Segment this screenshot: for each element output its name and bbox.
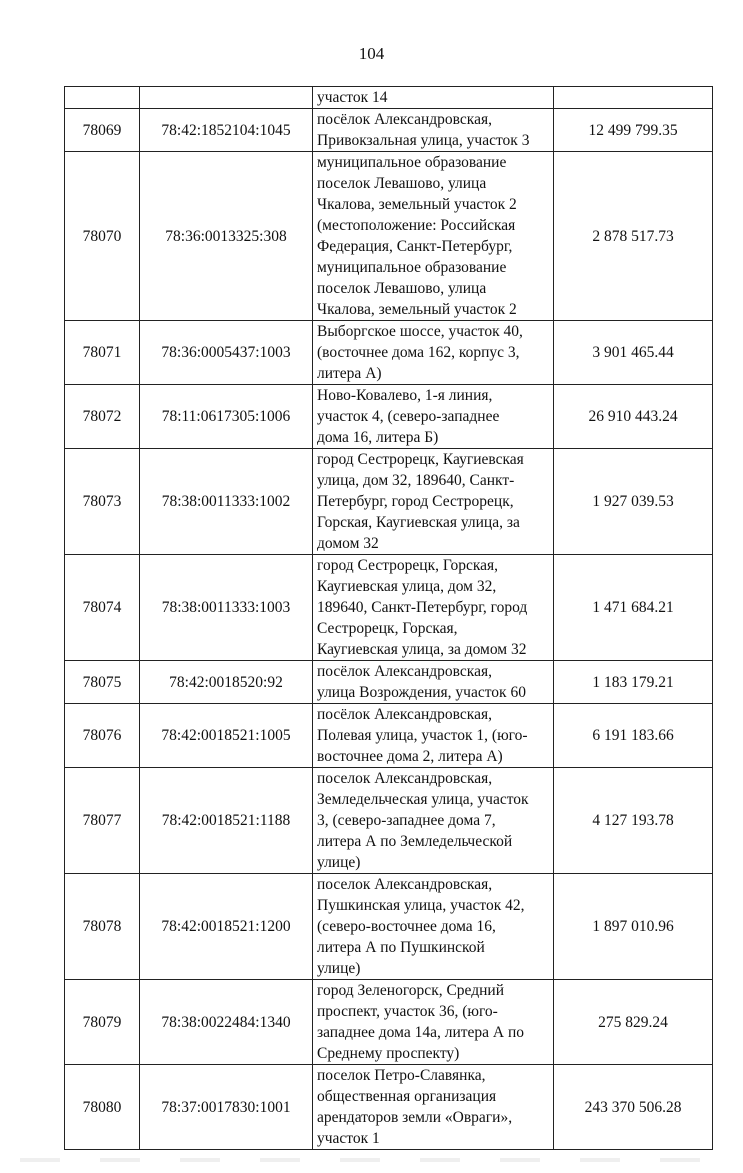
row-number-cell: 78077 (65, 768, 140, 874)
address-line: Пушкинская улица, участок 42, (317, 897, 525, 914)
address-line: улице) (317, 960, 361, 977)
address-cell (313, 109, 554, 152)
address-line: Чкалова, земельный участок 2 (317, 301, 517, 318)
cadastral-number-cell: 78:42:0018521:1188 (140, 768, 313, 874)
table-row (65, 980, 713, 1065)
address-line: участок 14 (317, 89, 388, 106)
cadastral-number-cell (140, 87, 313, 109)
address-cell (313, 449, 554, 555)
table-row (65, 321, 713, 385)
address-line: город Сестрорецк, Каугиевская (317, 451, 524, 468)
address-line: Петербург, город Сестрорецк, (317, 493, 514, 510)
address-line: Чкалова, земельный участок 2 (317, 196, 517, 213)
cadastral-number-cell: 78:11:0617305:1006 (140, 385, 313, 449)
table-row (65, 385, 713, 449)
address-line: литера А) (317, 365, 382, 382)
address-cell (313, 321, 554, 385)
address-line: Каугиевская улица, дом 32, (317, 578, 497, 595)
row-number-cell: 78072 (65, 385, 140, 449)
row-number-cell: 78074 (65, 555, 140, 661)
table-row (65, 152, 713, 321)
address-line: поселок Петро-Славянка, (317, 1067, 486, 1084)
cadastral-number-cell: 78:36:0005437:1003 (140, 321, 313, 385)
cadastral-value-cell (554, 87, 713, 109)
address-line: западнее дома 14а, литера А по (317, 1024, 525, 1041)
address-line: участок 4, (северо-западнее (317, 408, 500, 425)
address-line: восточнее дома 2, литера А) (317, 748, 503, 765)
row-number-cell: 78073 (65, 449, 140, 555)
address-line: улица Возрождения, участок 60 (317, 684, 526, 701)
table-row (65, 555, 713, 661)
address-line: поселок Александровская, (317, 770, 493, 787)
address-line: Земледельческая улица, участок (317, 791, 529, 808)
address-line: проспект, участок 36, (юго- (317, 1003, 498, 1020)
address-line: город Зеленогорск, Средний (317, 982, 505, 999)
cadastral-number-cell: 78:42:0018521:1005 (140, 704, 313, 768)
cadastral-number-cell: 78:38:0022484:1340 (140, 980, 313, 1065)
address-line: Выборгское шоссе, участок 40, (317, 323, 523, 340)
table-row (65, 109, 713, 152)
row-number-cell: 78078 (65, 874, 140, 980)
cadastral-number-cell: 78:42:0018521:1200 (140, 874, 313, 980)
cadastral-value-cell: 26 910 443.24 (554, 385, 713, 449)
row-number-cell: 78075 (65, 661, 140, 704)
address-line: (восточнее дома 162, корпус 3, (317, 344, 520, 361)
land-value-table (64, 86, 713, 1150)
address-cell (313, 768, 554, 874)
cadastral-number-cell: 78:38:0011333:1003 (140, 555, 313, 661)
cadastral-number-cell: 78:38:0011333:1002 (140, 449, 313, 555)
address-line: муниципальное образование (317, 259, 507, 276)
address-line: домом 32 (317, 535, 379, 552)
table-row (65, 87, 713, 109)
address-cell (313, 152, 554, 321)
cadastral-value-cell: 2 878 517.73 (554, 152, 713, 321)
cadastral-number-cell: 78:42:0018520:92 (140, 661, 313, 704)
address-cell (313, 87, 554, 109)
address-line: 3, (северо-западнее дома 7, (317, 812, 496, 829)
cadastral-value-cell: 1 471 684.21 (554, 555, 713, 661)
address-line: 189640, Санкт-Петербург, город (317, 599, 528, 616)
address-line: город Сестрорецк, Горская, (317, 557, 499, 574)
row-number-cell: 78071 (65, 321, 140, 385)
address-line: улица, дом 32, 189640, Санкт- (317, 472, 515, 489)
address-line: литера А по Земледельческой (317, 833, 513, 850)
address-line: посёлок Александровская, (317, 663, 492, 680)
address-line: (местоположение: Российская (317, 217, 516, 234)
address-line: Привокзальная улица, участок 3 (317, 132, 530, 149)
page-number: 104 (358, 44, 385, 63)
address-line: поселок Левашово, улица (317, 280, 487, 297)
address-line: посёлок Александровская, (317, 111, 492, 128)
cadastral-value-cell: 6 191 183.66 (554, 704, 713, 768)
address-line: Сестрорецк, Горская, (317, 620, 458, 637)
address-cell (313, 980, 554, 1065)
address-cell (313, 1065, 554, 1150)
row-number-cell: 78069 (65, 109, 140, 152)
address-line: посёлок Александровская, (317, 706, 492, 723)
address-line: Федерация, Санкт-Петербург, (317, 238, 513, 255)
address-line: Полевая улица, участок 1, (юго- (317, 727, 528, 744)
row-number-cell: 78079 (65, 980, 140, 1065)
cadastral-value-cell: 1 183 179.21 (554, 661, 713, 704)
address-cell (313, 874, 554, 980)
address-cell (313, 555, 554, 661)
address-line: Ново-Ковалево, 1-я линия, (317, 387, 493, 404)
table-row (65, 768, 713, 874)
cadastral-value-cell: 4 127 193.78 (554, 768, 713, 874)
cadastral-number-cell: 78:36:0013325:308 (140, 152, 313, 321)
table-body (65, 87, 713, 1150)
address-line: поселок Александровская, (317, 876, 493, 893)
address-line: участок 1 (317, 1130, 380, 1147)
address-cell (313, 704, 554, 768)
row-number-cell: 78070 (65, 152, 140, 321)
cadastral-value-cell: 1 927 039.53 (554, 449, 713, 555)
cadastral-value-cell: 243 370 506.28 (554, 1065, 713, 1150)
address-line: дома 16, литера Б) (317, 429, 439, 446)
table-row (65, 449, 713, 555)
cadastral-value-cell: 3 901 465.44 (554, 321, 713, 385)
address-line: Каугиевская улица, за домом 32 (317, 641, 527, 658)
address-line: арендаторов земли «Овраги», (317, 1109, 513, 1126)
row-number-cell: 78080 (65, 1065, 140, 1150)
table-row (65, 661, 713, 704)
cadastral-number-cell: 78:42:1852104:1045 (140, 109, 313, 152)
address-line: общественная организация (317, 1088, 497, 1105)
cadastral-number-cell: 78:37:0017830:1001 (140, 1065, 313, 1150)
cadastral-value-cell: 1 897 010.96 (554, 874, 713, 980)
table-row (65, 1065, 713, 1150)
address-cell (313, 385, 554, 449)
address-line: Среднему проспекту) (317, 1045, 460, 1062)
cadastral-value-cell: 275 829.24 (554, 980, 713, 1065)
table-row (65, 704, 713, 768)
row-number-cell: 78076 (65, 704, 140, 768)
row-number-cell (65, 87, 140, 109)
address-line: Горская, Каугиевская улица, за (317, 514, 520, 531)
address-line: литера А по Пушкинской (317, 939, 485, 956)
table-row (65, 874, 713, 980)
cadastral-value-cell: 12 499 799.35 (554, 109, 713, 152)
address-line: улице) (317, 854, 361, 871)
scan-artifact (20, 1158, 720, 1162)
address-line: поселок Левашово, улица (317, 175, 487, 192)
address-cell (313, 661, 554, 704)
address-line: (северо-восточнее дома 16, (317, 918, 496, 935)
address-line: муниципальное образование (317, 154, 507, 171)
